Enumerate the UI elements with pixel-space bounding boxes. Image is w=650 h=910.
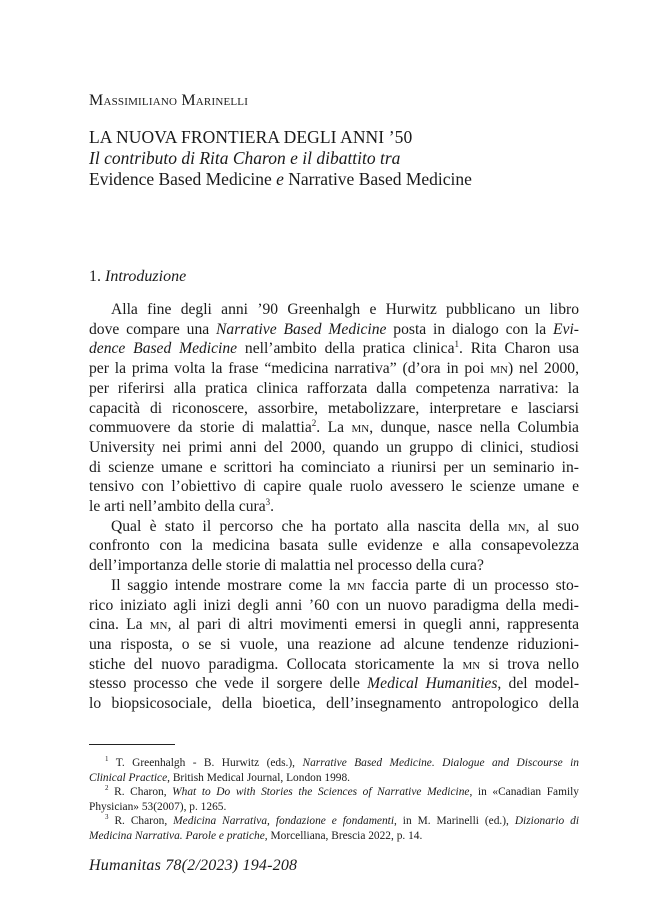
footnote-2-cont: Physician» 53(2007), p. 1265. [89, 800, 227, 813]
text-line: per la prima volta la frase “medicina narrativa” (d’ora in poi mn) nel 2000, [89, 360, 579, 378]
body-text [89, 300, 579, 714]
text-line: confronto con la medicina basata sulle evidenze e alla consapevolezza [89, 537, 579, 555]
article-title [89, 127, 569, 190]
text-line: per riferirsi alla pratica clinica rafforzata dalla competenza narrativa: la [89, 379, 579, 397]
footnote-1: $^1$ T. Greenhalgh - B. Hurwitz (eds.), Narrative Based Medicine. Dialogue and Discourse in [105, 755, 579, 769]
title-line-3: Evidence Based Medicine e Narrative Based Medicine [89, 169, 472, 189]
text-line: dence Based Medicine nell’ambito della pratica clinica$^1$. Rita Charon usa [89, 339, 579, 358]
footnote-ref[interactable]: 3 [265, 496, 271, 507]
text-line: dove compare una Narrative Based Medicine posta in dialogo con la Evi- [89, 320, 580, 338]
title-line-2: Il contributo di Rita Charon e il dibattito tra [89, 148, 401, 168]
text-line: stiche del nuovo paradigma. Collocata storicamente la mn si trova nello [89, 655, 579, 673]
section-heading: 1. Introduzione [89, 268, 187, 285]
footnote-3-cont: Medicina Narrativa. Parole e pratiche, Morcelliana, Brescia 2022, p. 14. [89, 829, 423, 842]
title-line-1: LA NUOVA FRONTIERA DEGLI ANNI ’50 [89, 127, 413, 147]
footnote-1-cont: Clinical Practice, British Medical Journal, London 1998. [89, 771, 351, 784]
text-line: lo biopsicosociale, della bioetica, dell’insegnamento antropologico della [89, 695, 579, 713]
journal-citation: Humanitas 78(2/2023) 194-208 [89, 857, 298, 874]
footnote-3: $^3$ R. Charon, Medicina Narrativa, fondazione e fondamenti, in M. Marinelli (ed.), Dizionario di [105, 813, 579, 827]
text-line: dell’importanza delle storie di malattia nel processo della cura? [89, 557, 484, 575]
text-line: cina. La mn, al pari di altri movimenti emersi in quegli anni, rappresenta [89, 616, 579, 634]
author-name: Massimiliano Marinelli [89, 92, 249, 109]
text-line: stesso processo che vede il sorgere delle Medical Humanities, del model- [89, 675, 580, 693]
text-line: commuovere da storie di malattia$^2$. La mn, dunque, nasce nella Columbia [89, 418, 579, 437]
footnote-separator [89, 744, 175, 745]
text-line: Qual è stato il percorso che ha portato alla nascita della mn, al suo [111, 517, 579, 535]
text-line: una risposta, o se si vuole, una reazione ad alcune tendenze riduzioni- [89, 635, 579, 653]
footnote-ref[interactable]: 1 [454, 339, 459, 350]
text-line: tensivo con l’obiettivo di capire quale ruolo avessero le scienze umane e [89, 478, 579, 496]
text-line: University nei primi anni del 2000, quando un gruppo di clinici, studiosi [89, 438, 579, 456]
text-line: Il saggio intende mostrare come la mn faccia parte di un processo sto- [111, 576, 579, 594]
text-line: rico iniziato agli inizi degli anni ’60 con un nuovo paradigma della medi- [89, 596, 579, 614]
footnote-ref[interactable]: 2 [311, 418, 317, 429]
text-line: le arti nell’ambito della cura$^3$. [89, 496, 275, 516]
footnotes [89, 756, 579, 843]
text-line: capacità di riconoscere, assorbire, metabolizzare, interpretare e lasciarsi [89, 399, 579, 417]
text-line: di scienze umane e scrittori ha cominciato a riunirsi per un seminario in- [89, 458, 579, 476]
text-line: Alla fine degli anni ’90 Greenhalgh e Hurwitz pubblicano un libro [111, 301, 579, 318]
footnote-2: $^2$ R. Charon, What to Do with Stories the Sciences of Narrative Medicine, in «Canadian Family [105, 784, 579, 798]
